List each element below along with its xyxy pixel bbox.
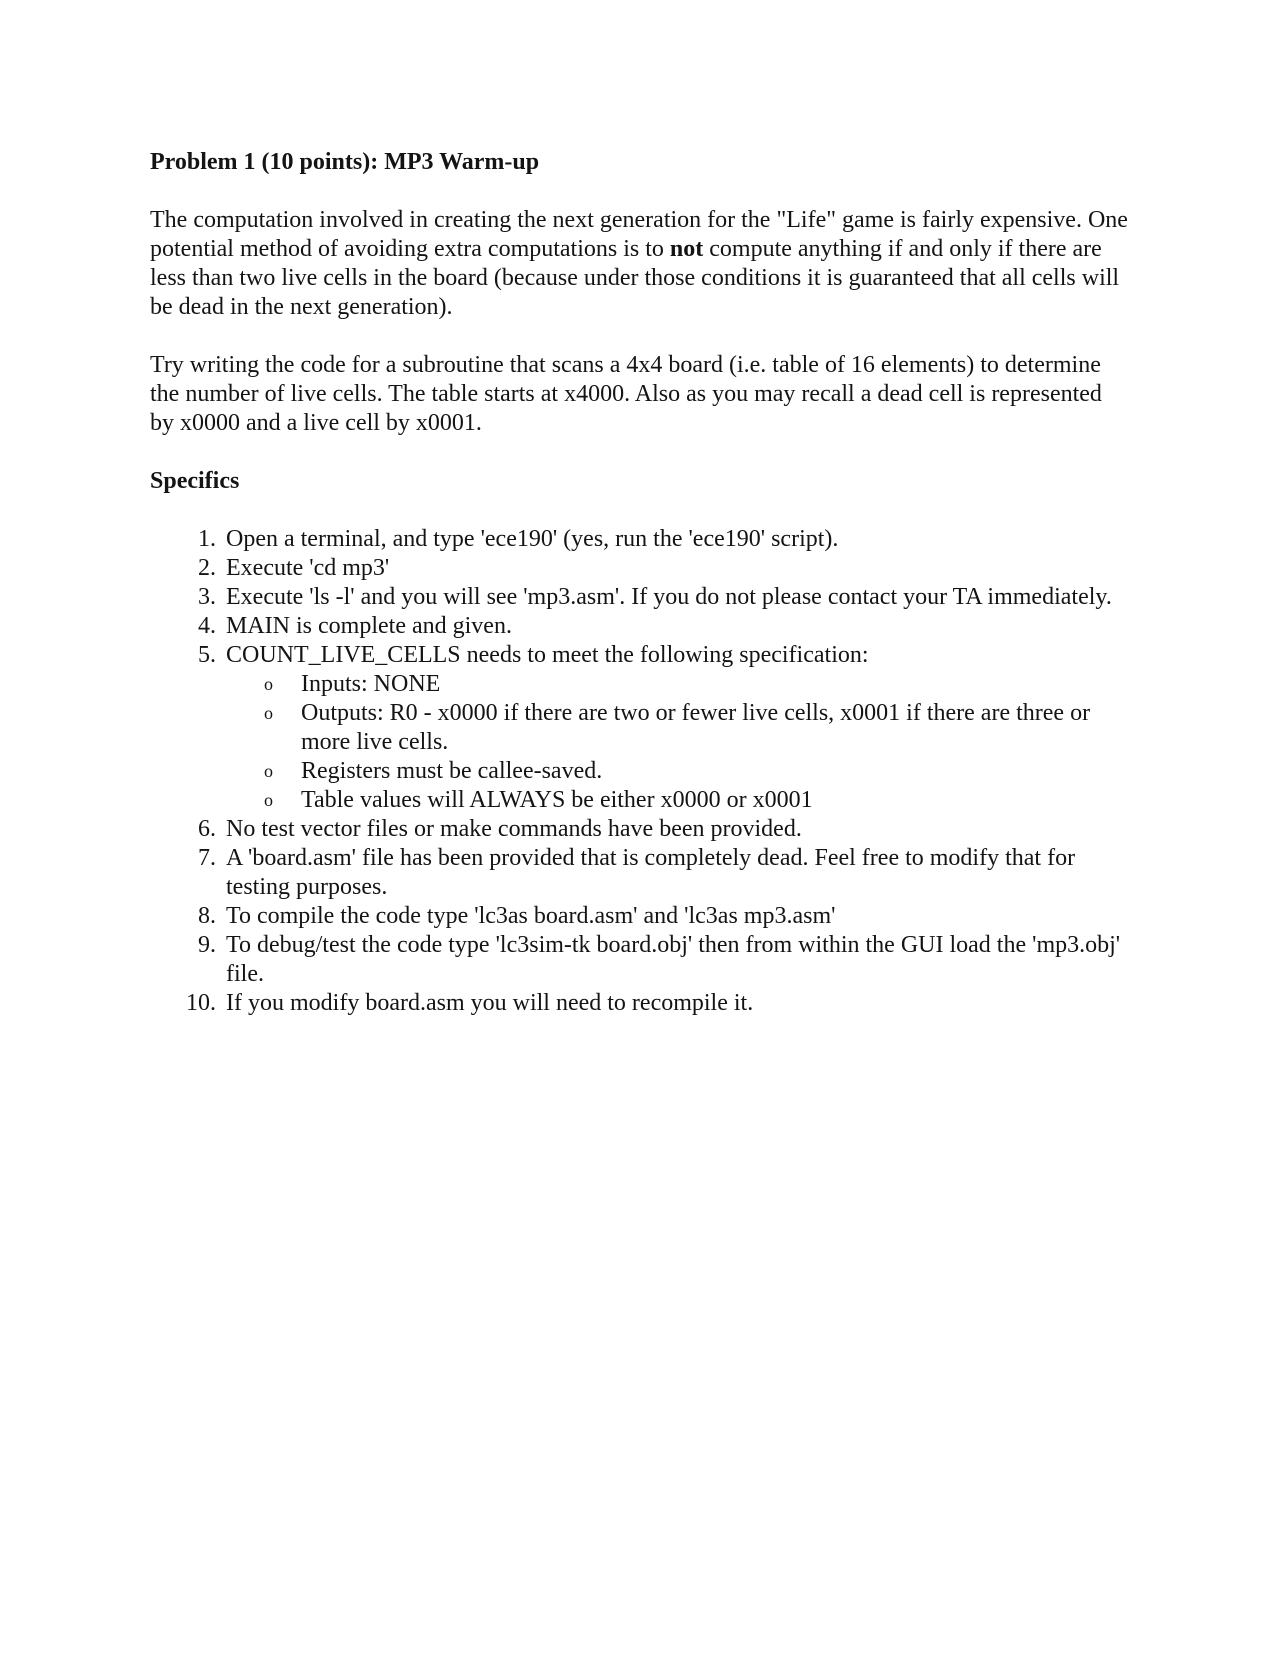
list-item (150, 815, 1130, 844)
spec-sublist (226, 670, 1130, 815)
step-number: 6. (198, 816, 216, 842)
bullet-icon: o (264, 703, 273, 723)
bullet-icon: o (264, 674, 273, 694)
bullet-icon: o (264, 790, 273, 810)
list-item (150, 844, 1130, 902)
step-text: MAIN is complete and given. (226, 613, 512, 639)
sub-list-item (226, 670, 1130, 699)
sub-list-item (226, 786, 1130, 815)
list-item (150, 583, 1130, 612)
document-page (150, 148, 1130, 1018)
step-number: 7. (198, 845, 216, 871)
step-text: If you modify board.asm you will need to recompile it. (226, 990, 754, 1016)
step-number: 3. (198, 584, 216, 610)
step-number: 2. (198, 555, 216, 581)
sub-list-item (226, 699, 1130, 757)
step-text: To debug/test the code type 'lc3sim-tk board.obj' then from within the GUI load the 'mp3.obj' file. (226, 932, 1121, 987)
step-number: 4. (198, 613, 216, 639)
step-number: 9. (198, 932, 216, 958)
step-text: Open a terminal, and type 'ece190' (yes, run the 'ece190' script). (226, 526, 839, 552)
spec-text: Table values will ALWAYS be either x0000 or x0001 (301, 787, 813, 813)
intro-text-start: The computation involved in creating the next generation for the "Life" game is fairly expensive. One potential method of avoiding extra computations is to (150, 207, 1128, 262)
step-number: 8. (198, 903, 216, 929)
list-item (150, 989, 1130, 1018)
spec-text: Inputs: NONE (301, 671, 441, 697)
step-text: To compile the code type 'lc3as board.asm' and 'lc3as mp3.asm' (226, 903, 836, 929)
list-item (150, 902, 1130, 931)
step-text: Execute 'ls -l' and you will see 'mp3.asm'. If you do not please contact your TA immediately. (226, 584, 1112, 610)
intro-emphasis: not (669, 236, 704, 262)
intro-paragraph (150, 206, 1130, 322)
step-text: A 'board.asm' file has been provided that is completely dead. Feel free to modify that for testing purposes. (226, 845, 1076, 900)
step-number: 1. (198, 526, 216, 552)
step-number: 10. (186, 990, 216, 1016)
bullet-icon: o (264, 761, 273, 781)
sub-list-item (226, 757, 1130, 786)
intro-text-end: compute anything if and only if there are less than two live cells in the board (because under those conditions it is guaranteed that all cells will be dead in the next generation). (150, 236, 1120, 320)
step-text: Execute 'cd mp3' (226, 555, 390, 581)
task-paragraph: Try writing the code for a subroutine that scans a 4x4 board (i.e. table of 16 elements) to determine the number of live cells. The table starts at x4000. Also as you may recall a dead cell is represented by x0000 and a live cell by x0001. (150, 352, 1102, 436)
list-item (150, 612, 1130, 641)
list-item (150, 525, 1130, 554)
spec-text: Registers must be callee-saved. (301, 758, 603, 784)
step-text: COUNT_LIVE_CELLS needs to meet the following specification: (226, 642, 869, 668)
list-item (150, 554, 1130, 583)
step-text: No test vector files or make commands have been provided. (226, 816, 802, 842)
spec-text: Outputs: R0 - x0000 if there are two or fewer live cells, x0001 if there are three or more live cells. (301, 700, 1091, 755)
problem-title: Problem 1 (10 points): MP3 Warm-up (150, 149, 540, 175)
list-item (150, 641, 1130, 815)
steps-list (150, 525, 1130, 1018)
specifics-heading: Specifics (150, 468, 240, 494)
list-item (150, 931, 1130, 989)
step-number: 5. (198, 642, 216, 668)
